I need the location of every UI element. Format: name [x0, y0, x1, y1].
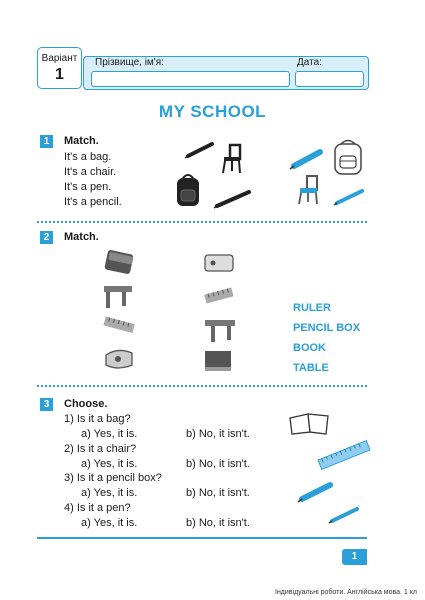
- ruler-icon: [316, 440, 372, 470]
- exercise-1-line: It's a bag.: [64, 151, 112, 163]
- question: 4) Is it a pen?: [64, 502, 131, 514]
- ruler-half-icon: [104, 314, 132, 336]
- word-option: BOOK: [293, 342, 326, 354]
- book-half-icon: [205, 349, 233, 373]
- exercise-1-line: It's a pen.: [64, 181, 112, 193]
- answer-a[interactable]: a) Yes, it is.: [81, 458, 138, 470]
- footer-text: Індивідуальні роботи. Англійська мова. 1 кл: [275, 589, 417, 596]
- backpack-icon: [330, 138, 366, 176]
- variant-number: 1: [55, 66, 64, 83]
- section-divider: [37, 221, 367, 223]
- date-field[interactable]: [295, 71, 364, 87]
- exercise-2-heading: Match.: [64, 231, 99, 243]
- exercise-1-heading: Match.: [64, 135, 99, 147]
- word-option: RULER: [293, 302, 331, 314]
- exercise-1-line: It's a chair.: [64, 166, 117, 178]
- page-title: MY SCHOOL: [158, 102, 267, 121]
- question: 1) Is it a bag?: [64, 413, 131, 425]
- table-half-icon: [205, 316, 235, 344]
- chair-icon: [220, 143, 242, 175]
- bag-icon: [174, 172, 202, 208]
- blue-pencil-icon: [333, 188, 365, 206]
- word-option: TABLE: [293, 362, 329, 374]
- student-info-bar: [83, 56, 369, 90]
- section-divider: [37, 385, 367, 387]
- pencil-icon: [213, 189, 253, 209]
- exercise-1-number: 1: [40, 135, 53, 148]
- page-number: 1: [342, 549, 367, 565]
- question: 2) Is it a chair?: [64, 443, 137, 455]
- pen-icon: [185, 140, 215, 160]
- pencil-icon: [328, 505, 360, 525]
- variant-label: Варіант: [41, 53, 78, 64]
- answer-a[interactable]: a) Yes, it is.: [81, 517, 138, 529]
- blue-chair-icon: [296, 174, 320, 206]
- book-icon: [288, 410, 332, 436]
- variant-box: [37, 47, 82, 89]
- exercise-3-heading: Choose.: [64, 398, 108, 410]
- answer-b[interactable]: b) No, it isn't.: [186, 487, 250, 499]
- pencil-box-open-half-icon: [104, 345, 132, 371]
- answer-b[interactable]: b) No, it isn't.: [186, 517, 250, 529]
- pencil-box-half-icon: [104, 248, 132, 274]
- question: 3) Is it a pencil box?: [64, 472, 162, 484]
- answer-a[interactable]: a) Yes, it is.: [81, 428, 138, 440]
- exercise-2-number: 2: [40, 231, 53, 244]
- name-field[interactable]: [91, 71, 290, 87]
- pencil-box-half-icon: [205, 250, 233, 276]
- date-label: Дата:: [297, 57, 322, 68]
- name-label: Прізвище, ім'я:: [95, 57, 164, 68]
- answer-b[interactable]: b) No, it isn't.: [186, 458, 250, 470]
- pen-icon: [298, 481, 334, 503]
- answer-b[interactable]: b) No, it isn't.: [186, 428, 250, 440]
- blue-pen-icon: [290, 148, 324, 170]
- exercise-1-line: It's a pencil.: [64, 196, 122, 208]
- table-half-icon: [104, 282, 132, 310]
- ruler-half-icon: [205, 285, 233, 307]
- word-option: PENCIL BOX: [293, 322, 361, 334]
- answer-a[interactable]: a) Yes, it is.: [81, 487, 138, 499]
- exercise-3-number: 3: [40, 398, 53, 411]
- footer-line: [37, 537, 367, 539]
